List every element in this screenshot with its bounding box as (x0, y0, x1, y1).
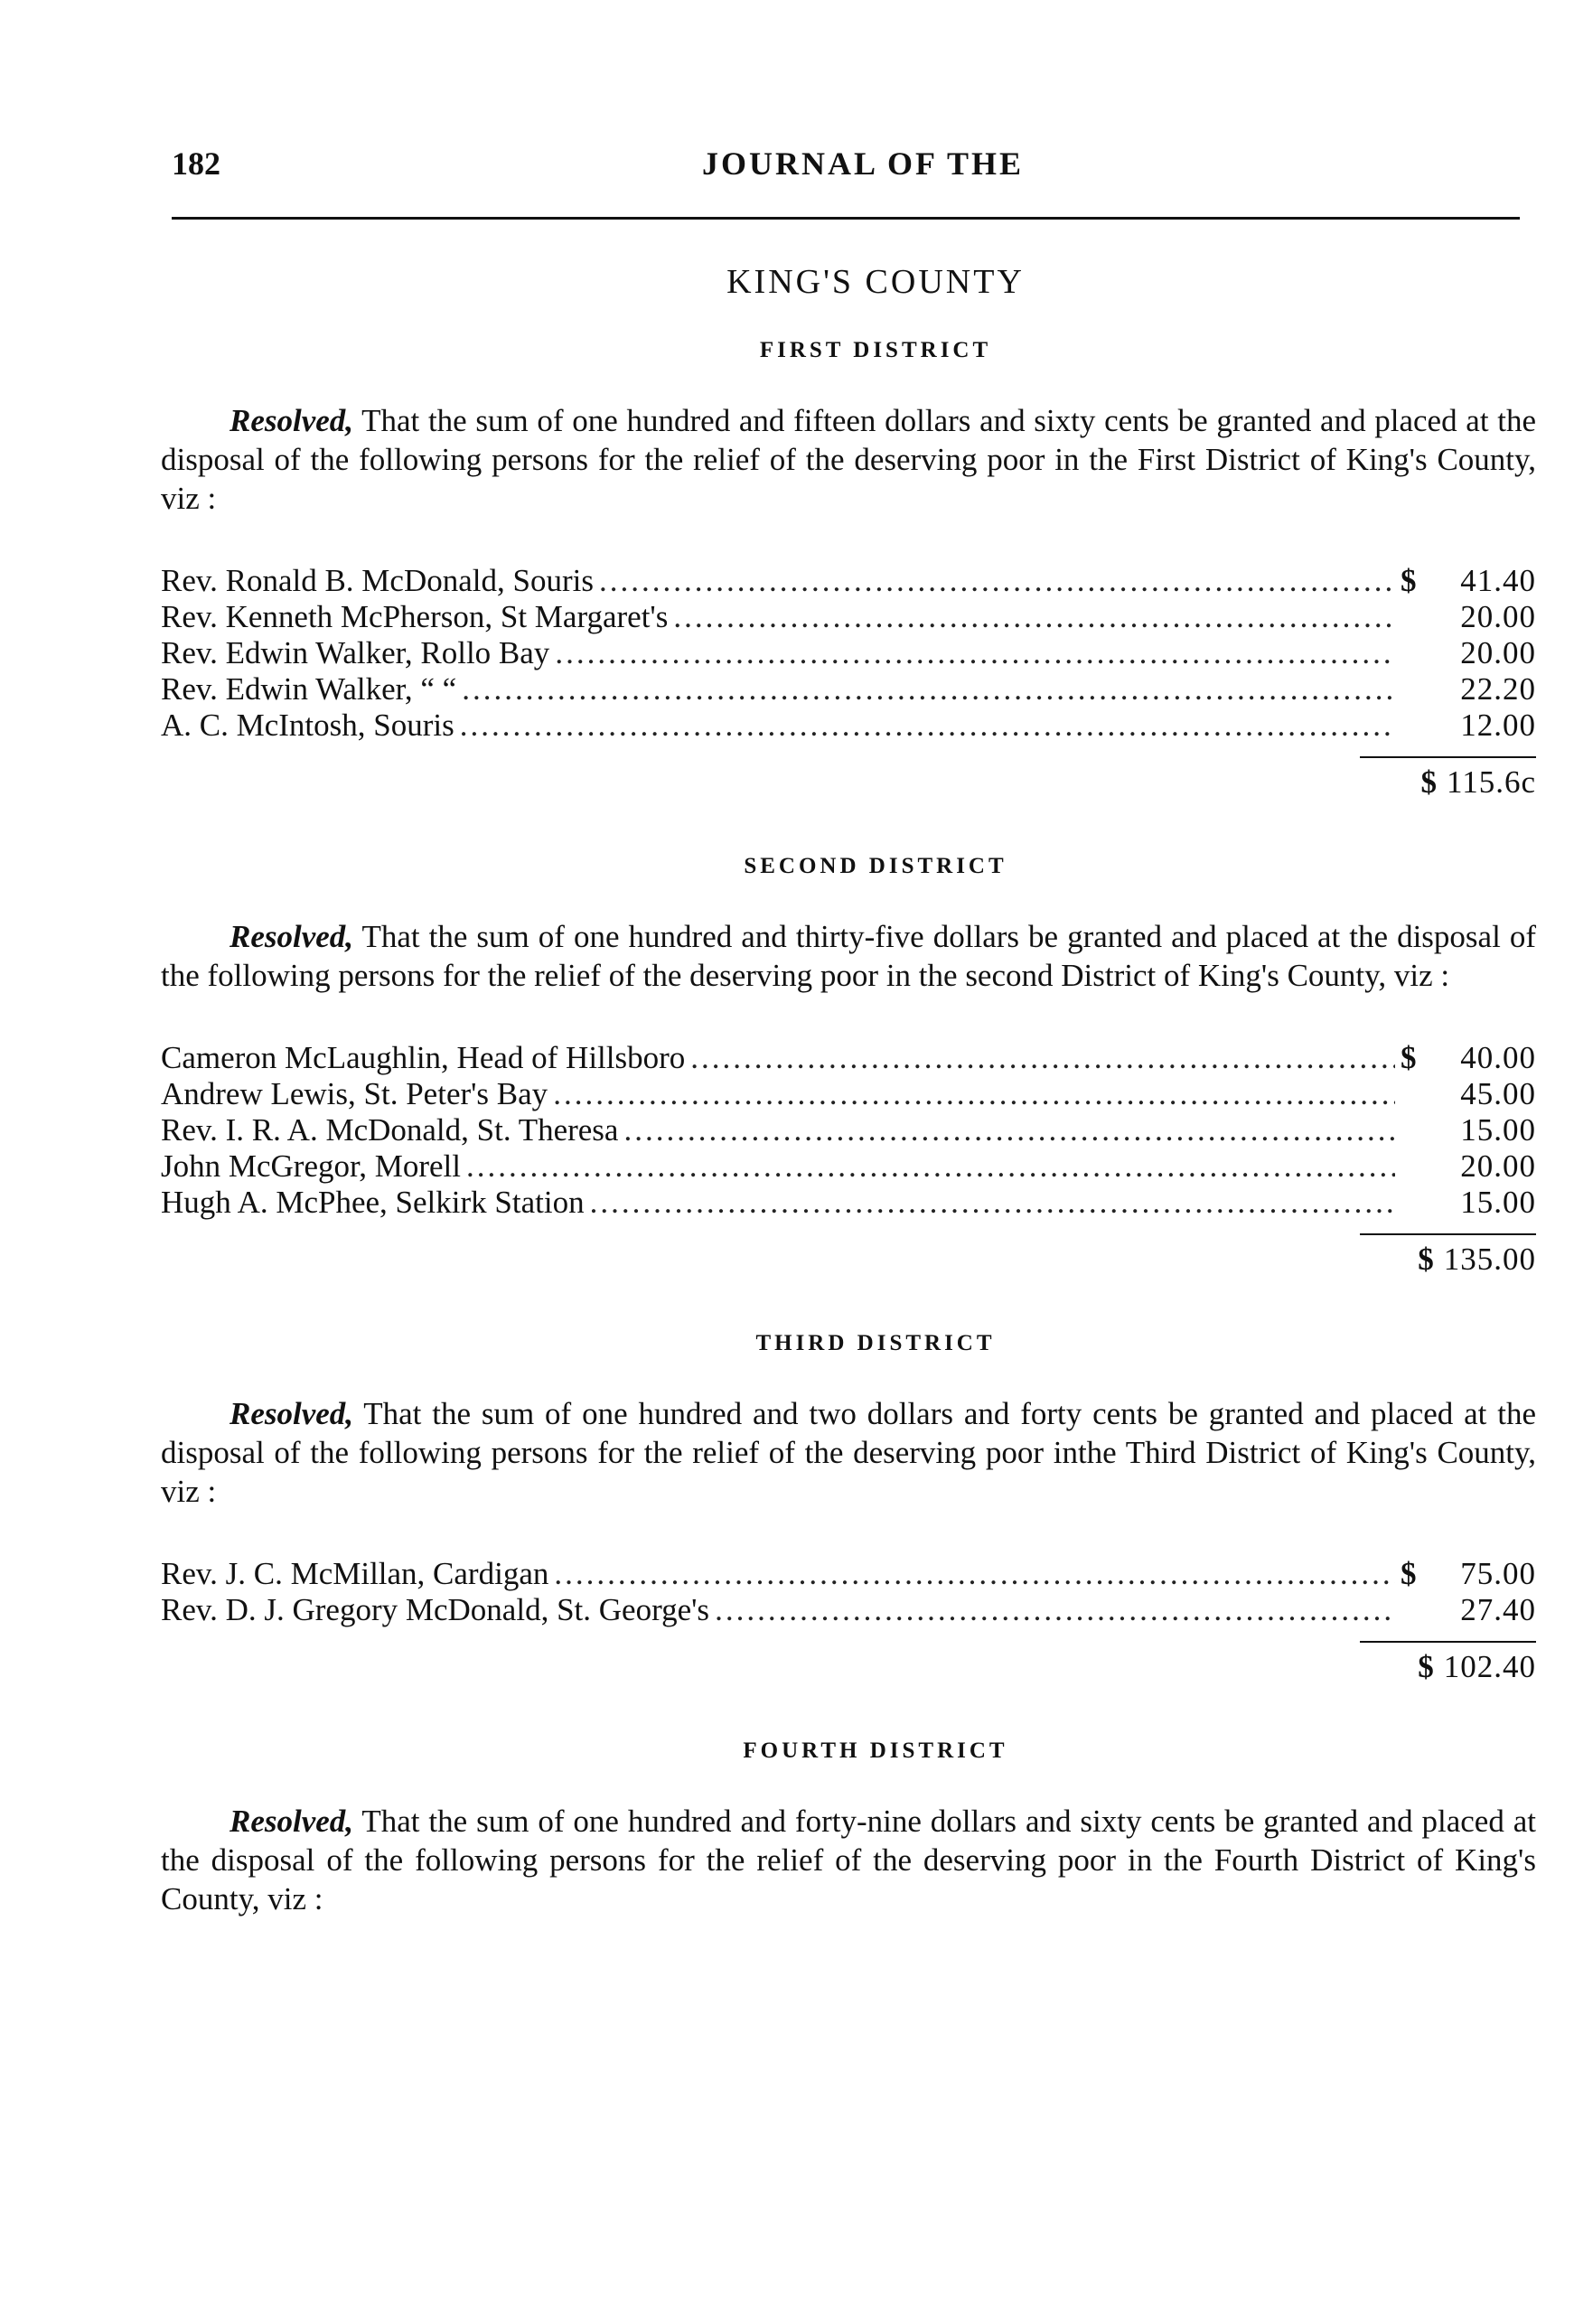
resolved-word: Resolved, (230, 919, 354, 954)
leader-dots (623, 1112, 1395, 1148)
grant-amount: 41.40 (1460, 563, 1536, 598)
district-section-third (161, 1331, 1536, 1686)
page-header (172, 145, 1518, 190)
recipient-name: Rev. D. J. Gregory McDonald, St. George's (161, 1592, 710, 1627)
district-title: SECOND DISTRICT (744, 854, 1007, 878)
grant-list (161, 563, 1536, 744)
leader-dots (690, 1040, 1395, 1076)
grant-entry (161, 1148, 1536, 1185)
grant-amount: 20.00 (1460, 599, 1536, 634)
grant-amount: 22.20 (1460, 671, 1536, 707)
page-number: 182 (172, 145, 220, 182)
total-rule (1360, 756, 1536, 758)
grant-entry (161, 1592, 1536, 1628)
recipient-name: Rev. Edwin Walker, Rollo Bay (161, 635, 550, 670)
recipient-name: A. C. McIntosh, Souris (161, 708, 454, 743)
total-amount: 135.00 (1443, 1242, 1536, 1277)
leader-dots (715, 1592, 1395, 1628)
district-section-first (161, 338, 1536, 801)
district-title: THIRD DISTRICT (755, 1331, 996, 1355)
grant-amount: 20.00 (1460, 635, 1536, 670)
page-content (161, 262, 1536, 1963)
district-total (161, 764, 1536, 801)
grant-entry (161, 563, 1536, 599)
header-rule (172, 217, 1520, 220)
resolution-paragraph (161, 1394, 1536, 1511)
leader-dots (554, 1556, 1395, 1592)
recipient-name: Andrew Lewis, St. Peter's Bay (161, 1076, 548, 1111)
recipient-name: Rev. J. C. McMillan, Cardigan (161, 1556, 549, 1591)
currency-symbol: $ (1420, 764, 1438, 800)
recipient-name: Rev. Edwin Walker, “ “ (161, 671, 457, 707)
grant-entry (161, 1185, 1536, 1221)
grant-entry (161, 1556, 1536, 1592)
resolution-paragraph (161, 1802, 1536, 1918)
recipient-name: Hugh A. McPhee, Selkirk Station (161, 1185, 585, 1220)
district-title: FOURTH DISTRICT (743, 1738, 1008, 1763)
recipient-name: Rev. Kenneth McPherson, St Margaret's (161, 599, 669, 634)
resolved-word: Resolved, (230, 1396, 354, 1431)
grant-amount: 20.00 (1460, 1148, 1536, 1184)
district-section-second (161, 854, 1536, 1279)
resolution-paragraph (161, 401, 1536, 518)
grant-entry (161, 708, 1536, 744)
resolution-text: That the sum of one hundred and thirty-five dollars be granted and placed at the disposal of the following persons for the relief of the deserving poor in the second District of King's County, viz : (161, 919, 1536, 993)
leader-dots (553, 1076, 1395, 1112)
leader-dots (460, 708, 1395, 744)
grant-list (161, 1040, 1536, 1221)
resolution-text: That the sum of one hundred and fifteen dollars and sixty cents be granted and placed at the disposal of the following persons for the relief of the deserving poor in the First District of King's County, viz : (161, 403, 1536, 516)
grant-entry (161, 635, 1536, 671)
total-amount: 115.6c (1447, 764, 1536, 800)
district-title: FIRST DISTRICT (759, 338, 992, 362)
total-rule (1360, 1641, 1536, 1643)
leader-dots (590, 1185, 1395, 1221)
grant-entry (161, 1076, 1536, 1112)
district-total (161, 1648, 1536, 1686)
currency-symbol: $ (1401, 1556, 1417, 1591)
recipient-name: John McGregor, Morell (161, 1148, 462, 1184)
resolution-paragraph (161, 917, 1536, 995)
currency-symbol: $ (1401, 563, 1417, 598)
grant-entry (161, 671, 1536, 708)
county-title: KING'S COUNTY (726, 263, 1025, 301)
currency-symbol: $ (1418, 1242, 1435, 1277)
total-amount: 102.40 (1443, 1649, 1536, 1684)
leader-dots (462, 671, 1395, 708)
grant-amount: 15.00 (1460, 1112, 1536, 1148)
recipient-name: Rev. I. R. A. McDonald, St. Theresa (161, 1112, 619, 1148)
grant-amount: 75.00 (1460, 1556, 1536, 1591)
grant-amount: 27.40 (1460, 1592, 1536, 1627)
resolved-word: Resolved, (230, 403, 354, 438)
grant-entry (161, 1112, 1536, 1148)
currency-symbol: $ (1401, 1040, 1417, 1075)
district-total (161, 1241, 1536, 1279)
grant-entry (161, 1040, 1536, 1076)
grant-amount: 45.00 (1460, 1076, 1536, 1111)
leader-dots (673, 599, 1395, 635)
grant-amount: 12.00 (1460, 708, 1536, 743)
currency-symbol: $ (1418, 1649, 1435, 1684)
resolution-text: That the sum of one hundred and two dollars and forty cents be granted and placed at the disposal of the following persons for the relief of the deserving poor inthe Third District of King's County, viz : (161, 1396, 1536, 1509)
resolved-word: Resolved, (230, 1804, 354, 1839)
grant-amount: 15.00 (1460, 1185, 1536, 1220)
district-section-fourth (161, 1738, 1536, 1918)
recipient-name: Rev. Ronald B. McDonald, Souris (161, 563, 594, 598)
leader-dots (599, 563, 1395, 599)
recipient-name: Cameron McLaughlin, Head of Hillsboro (161, 1040, 686, 1075)
leader-dots (555, 635, 1395, 671)
grant-amount: 40.00 (1460, 1040, 1536, 1075)
running-head: JOURNAL OF THE (701, 145, 1025, 182)
grant-entry (161, 599, 1536, 635)
grant-list (161, 1556, 1536, 1628)
leader-dots (466, 1148, 1395, 1185)
total-rule (1360, 1233, 1536, 1235)
resolution-text: That the sum of one hundred and forty-nine dollars and sixty cents be granted and placed at the disposal of the following persons for the relief of the deserving poor in the Fourth District of King's County, viz : (161, 1804, 1536, 1916)
